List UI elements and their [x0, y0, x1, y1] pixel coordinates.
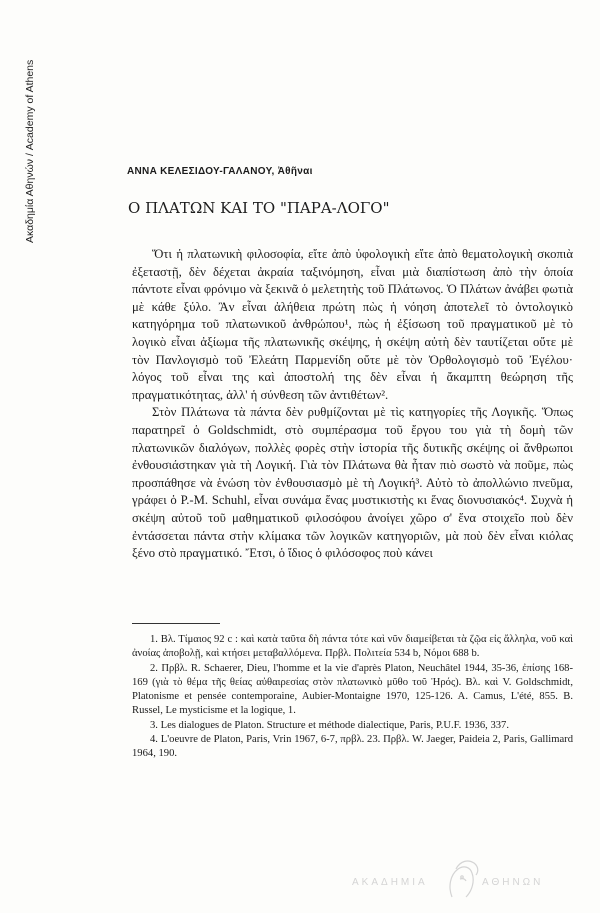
author-line: ΑΝΝΑ ΚΕΛΕΣΙΔΟΥ-ΓΑΛΑΝΟΥ, Ἀθῆναι [127, 166, 313, 177]
article-body [132, 246, 573, 563]
footnote-divider [132, 623, 220, 624]
footnotes [132, 633, 573, 762]
footnote: 4. L'oeuvre de Platon, Paris, Vrin 1967, 6-7, πρβλ. 23. Πρβλ. W. Jaeger, Paideia 2, Paris, Gallimard 1964, 190. [132, 734, 573, 760]
body-paragraph: Στὸν Πλάτωνα τὰ πάντα δὲν ρυθμίζονται μὲ τὶς κατηγορίες τῆς Λογικῆς. Ὅπως παρατηρεῖ ὁ Goldschmidt, στὸ συμπέρασμα τοῦ ἔργου του γιὰ τὴ δομὴ τῶν πλατωνικῶν διαλόγων, πολλὲς φορὲς στὴν ἱστορία τῆς δυτικῆς σκέψης οἱ ἄνθρωποι ἐνθουσιάστηκαν γιὰ τὴ Λογική. Γιὰ τὸν Πλάτωνα θὰ ἦταν πιὸ σωστὸ νὰ ποῦμε, πὼς προσπάθησε νὰ ἑνώση τὸν ἐνθουσιασμὸ μὲ τὴ Λογική³. Αὐτὸ τὸ ἀπολλώνιο πνεῦμα, γράφει ὁ P.-M. Schuhl, εἶναι συνάμα ἕνας μυστικιστὴς κι ἕνας διονυσιακός⁴. Συχνὰ ἡ σκέψη αὐτοῦ τοῦ μαθηματικοῦ φιλοσόφου ἀνοίγει χῶρο σ' ἕνα στοιχεῖο ποὺ δὲν ἐντάσσεται πάντα στὴν κλίμακα τῶν λογικῶν κατηγοριῶν, μὰ ποὺ δὲν εἶναι κιόλας ξένο στὸ πραγματικό. Ἔτσι, ὁ ἴδιος ὁ φιλόσοφος ποὺ κάνει [132, 405, 573, 561]
archive-side-label: Ακαδημία Αθηνών / Academy of Athens [24, 59, 36, 243]
footnote: 3. Les dialogues de Platon. Structure et méthode dialectique, Paris, P.U.F. 1936, 337. [150, 719, 509, 731]
watermark-right-text: ΑΘΗΝΩΝ [482, 877, 544, 888]
academy-watermark [352, 857, 562, 901]
watermark-left-text: ΑΚΑΔΗΜΙΑ [352, 877, 428, 888]
footnote: 2. Πρβλ. R. Schaerer, Dieu, l'homme et la vie d'après Platon, Neuchâtel 1944, 35-36, ἐπίσης 168-169 (γιὰ τὸ θέμα τῆς θείας αὐθαιρεσίας στὸν πλατωνικὸ μῦθο τοῦ Ἠρός). Βλ. καὶ V. Goldschmidt, Platonisme et pensée contemporaine, Aubier-Montaigne 1970, 125-126. A. Camus, L'été, 855. B. Russel, Le mysticisme et la logique, 1. [132, 662, 573, 717]
article-title: Ο ΠΛΑΤΩΝ ΚΑΙ ΤΟ "ΠΑΡΑ-ΛΟΓΟ" [128, 199, 390, 217]
body-paragraph: Ὅτι ἡ πλατωνικὴ φιλοσοφία, εἴτε ἀπὸ ὑφολογικὴ εἴτε ἀπὸ θεματολογικὴ σκοπιὰ ἐξεταστῇ, δὲν δέχεται ἀκραία ταξινόμηση, εἶναι μιὰ διαπίστωση ἀπὸ τὴν ὁποία πάντοτε εἶναι φρόνιμο νὰ ξεκινᾶ ὁ μελετητὴς τοῦ Πλάτωνος. Ὁ Πλάτων ἀνάβει φωτιὰ μὲ κάθε ξύλο. Ἂν εἶναι ἀλήθεια πρώτη πὼς ἡ νόηση ἀποτελεῖ τὸ ὀντολογικὸ κατηγόρημα τοῦ πλατωνικοῦ ἀνθρώπου¹, πὼς ἡ ἐξίσωση τοῦ πραγματικοῦ μὲ τὸ λογικὸ εἶναι ἀξίωμα τῆς πλατωνικῆς σκέψης, ἡ σκέψη αὐτὴ δὲν ταυτίζεται οὔτε μὲ τὸν Πανλογισμὸ τοῦ Ἐλεάτη Παρμενίδη οὔτε μὲ τὸν Ὀρθολογισμὸ τοῦ Ἐγέλου· λόγος τοῦ εἶναι της καὶ ἀποστολή της δὲν εἶναι ἡ ἄκαμπτη θεώρηση τῆς πραγματικότητας, ἀλλ' ἡ σύνθεση τῶν ἀντιθέτων². [132, 247, 573, 402]
athena-head-icon [450, 861, 478, 897]
footnote: 1. Βλ. Τίμαιος 92 c : καὶ κατὰ ταῦτα δὴ πάντα τότε καὶ νῦν διαμείβεται τὰ ζῷα εἰς ἄλληλα, νοῦ καὶ ἀνοίας ἀποβολῇ, καὶ κτήσει μεταβαλλόμενα. Πρβλ. Πολιτεία 534 b, Νόμοι 688 b. [132, 634, 573, 660]
